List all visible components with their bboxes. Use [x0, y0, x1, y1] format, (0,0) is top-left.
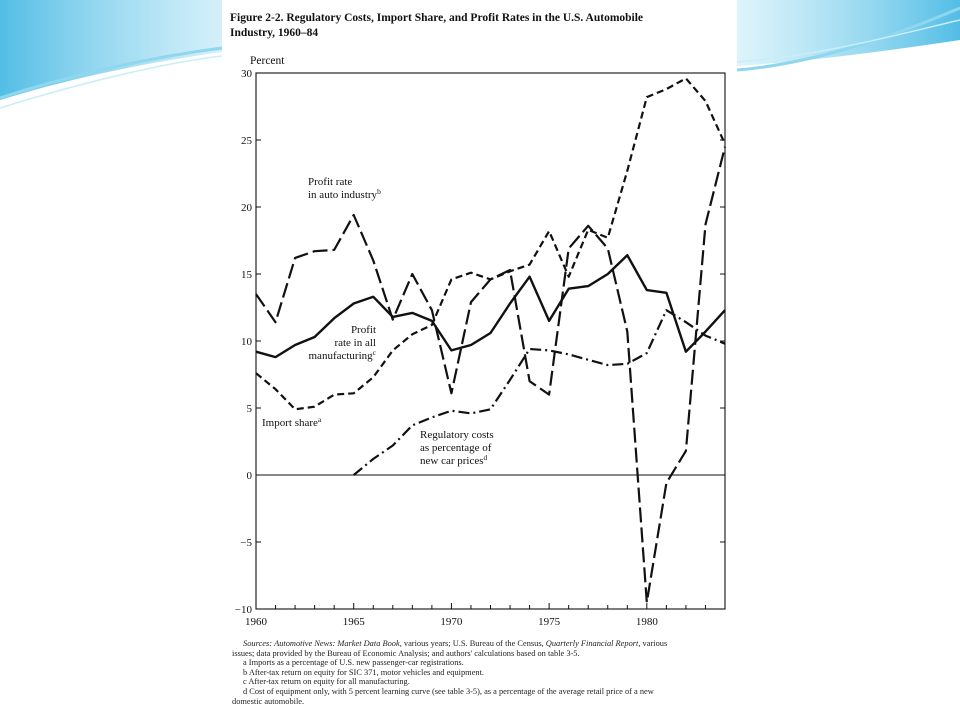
footnote-a: a Imports as a percentage of U.S. new passenger-car registrations. [243, 658, 464, 668]
y-tick-label: −5 [240, 537, 252, 549]
footnote-c: c After-tax return on equity for all manufacturing. [243, 677, 410, 687]
series-label-sup-profit_auto: b [377, 186, 381, 196]
series-label-import_share: Import share$^a$ [262, 414, 322, 429]
y-tick-label: 25 [241, 135, 252, 147]
figure-title-line2: Industry, 1960–84 [230, 27, 319, 39]
series-label-sup-import_share: a [317, 414, 322, 424]
sources-line-2: issues; data provided by the Bureau of Economic Analysis; and authors' calculations based on table 3-5. [232, 648, 580, 658]
y-tick-label: 5 [246, 403, 252, 415]
y-tick-label: 0 [246, 470, 252, 482]
figure-title-line1: Figure 2-2. Regulatory Costs, Import Share, and Profit Rates in the U.S. Automobile [230, 12, 644, 24]
plot-frame [256, 73, 725, 609]
series-label-profit_manufacturing: manufacturing$^c$ [308, 347, 376, 362]
line-chart [222, 0, 737, 640]
series-label-sup-profit_manufacturing: c [372, 347, 376, 357]
footnote-d-cont: domestic automobile. [232, 696, 305, 706]
x-tick-label: 1970 [440, 616, 463, 628]
y-axis-label: Percent [250, 55, 285, 67]
footnote-d: d Cost of equipment only, with 5 percent learning curve (see table 3-5), as a percentage of the average retail price of a new [243, 686, 654, 696]
y-tick-label: −10 [234, 604, 252, 616]
y-tick-label: 30 [241, 68, 252, 80]
sources-italic1: Automotive News: Market Data Book [274, 639, 400, 648]
series-label-profit_manufacturing: Profit [350, 324, 376, 336]
series-label-regulatory_costs: as percentage of [420, 442, 492, 454]
x-tick-label: 1980 [635, 616, 658, 628]
series-label-sup-regulatory_costs: d [483, 452, 488, 462]
series-label-profit_auto: in auto industry$^b$ [308, 186, 381, 201]
footnote-b: b After-tax return on equity for SIC 371, motor vehicles and equipment. [243, 667, 485, 677]
sources-text1: , various years; U.S. Bureau of the Census, [399, 639, 546, 648]
sources-label: Sources: [243, 639, 272, 648]
sources-italic2: Quarterly Financial Report [545, 639, 639, 648]
y-tick-label: 20 [241, 202, 252, 214]
footnotes [232, 639, 730, 706]
series-label-profit_auto: Profit rate [308, 176, 353, 188]
series-label-profit_manufacturing: rate in all [334, 337, 376, 349]
x-tick-label: 1975 [538, 616, 561, 628]
x-tick-label: 1960 [245, 616, 267, 628]
series-line-profit_manufacturing [256, 255, 725, 357]
series-label-regulatory_costs: Regulatory costs [420, 429, 494, 441]
x-tick-label: 1965 [342, 616, 365, 628]
figure-page [222, 0, 737, 720]
sources-line [232, 639, 730, 649]
y-tick-label: 10 [241, 336, 252, 348]
sources-text2: , various [638, 639, 668, 648]
series-label-regulatory_costs: new car prices$^d$ [420, 452, 488, 467]
series-line-regulatory_costs [354, 310, 725, 475]
y-tick-label: 15 [241, 269, 252, 281]
series-line-profit_auto [256, 147, 725, 603]
